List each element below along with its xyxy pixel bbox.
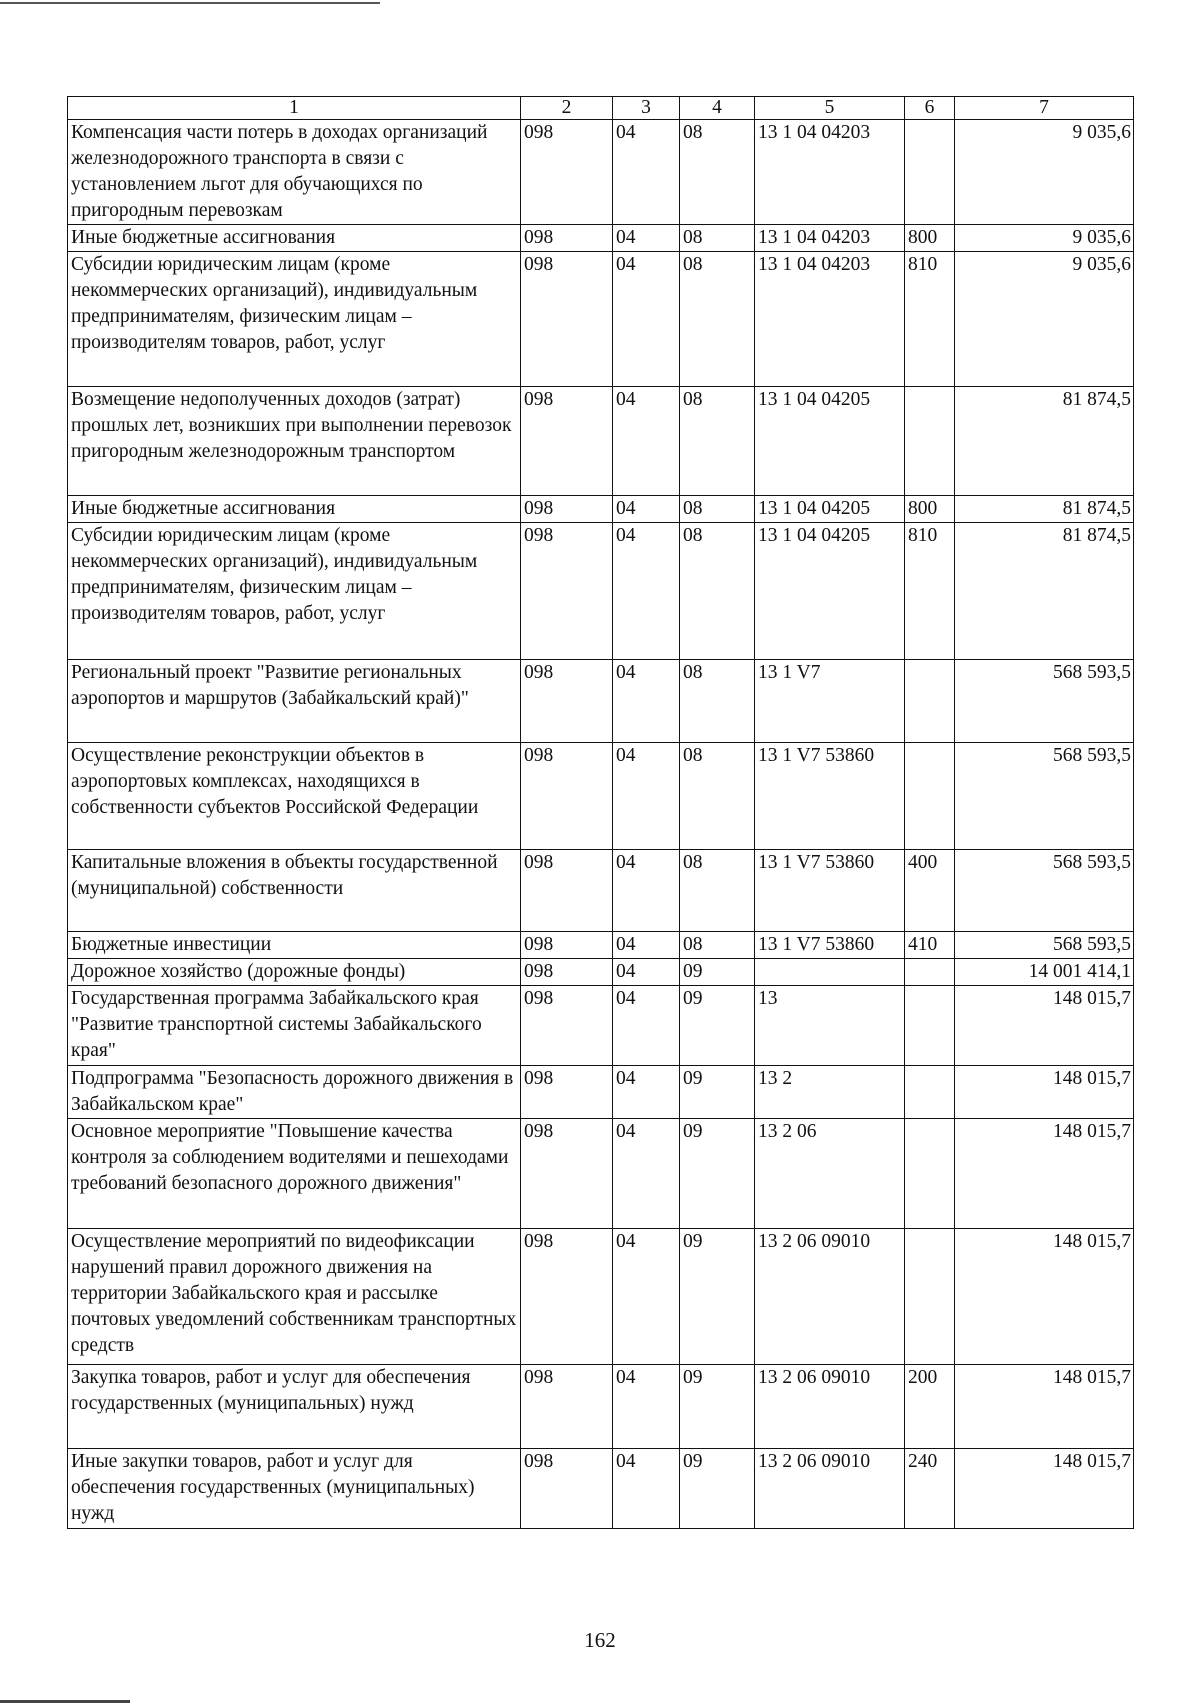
table-row [68,743,1134,850]
row-grbs: 098 [521,1365,613,1449]
row-sum: 148 015,7 [955,1229,1134,1365]
row-grbs: 098 [521,252,613,387]
table-row [68,660,1134,743]
table-row [68,1119,1134,1229]
row-pr: 08 [680,496,755,523]
row-name: Иные бюджетные ассигнования [68,225,521,252]
row-pr: 08 [680,850,755,932]
row-name: Подпрограмма "Безопасность дорожного движения в Забайкальском крае" [68,1066,521,1119]
row-csr: 13 2 06 09010 [755,1365,905,1449]
row-sum: 568 593,5 [955,743,1134,850]
row-csr: 13 1 04 04205 [755,496,905,523]
row-grbs: 098 [521,850,613,932]
row-name: Компенсация части потерь в доходах организаций железнодорожного транспорта в связи с установлением льгот для обучающихся по пригородным перевозкам [68,120,521,225]
row-grbs: 098 [521,1119,613,1229]
table-row [68,252,1134,387]
row-csr: 13 1 V7 53860 [755,850,905,932]
row-rz: 04 [613,120,680,225]
header-cell: 4 [680,97,755,120]
row-vr [905,660,955,743]
header-cell: 6 [905,97,955,120]
table-row [68,986,1134,1066]
row-grbs: 098 [521,743,613,850]
row-rz: 04 [613,1119,680,1229]
scan-edge-bottom [0,1700,130,1703]
row-vr: 800 [905,225,955,252]
budget-table [67,96,1134,1529]
row-grbs: 098 [521,387,613,496]
row-pr: 08 [680,225,755,252]
table-row [68,850,1134,932]
row-vr: 800 [905,496,955,523]
row-pr: 08 [680,660,755,743]
row-pr: 09 [680,1066,755,1119]
row-grbs: 098 [521,523,613,660]
row-csr: 13 2 06 [755,1119,905,1229]
header-cell: 3 [613,97,680,120]
row-vr: 810 [905,252,955,387]
row-sum: 9 035,6 [955,120,1134,225]
row-vr: 400 [905,850,955,932]
row-csr: 13 1 04 04205 [755,523,905,660]
row-vr: 200 [905,1365,955,1449]
row-csr: 13 1 04 04203 [755,252,905,387]
row-sum: 148 015,7 [955,1449,1134,1529]
row-grbs: 098 [521,120,613,225]
row-pr: 09 [680,1365,755,1449]
row-pr: 08 [680,252,755,387]
row-grbs: 098 [521,959,613,986]
header-cell: 2 [521,97,613,120]
row-rz: 04 [613,932,680,959]
row-pr: 08 [680,387,755,496]
table-row [68,1365,1134,1449]
row-csr: 13 1 V7 [755,660,905,743]
row-pr: 08 [680,523,755,660]
row-pr: 09 [680,986,755,1066]
row-name: Дорожное хозяйство (дорожные фонды) [68,959,521,986]
header-cell: 7 [955,97,1134,120]
row-vr [905,120,955,225]
row-csr: 13 [755,986,905,1066]
row-grbs: 098 [521,660,613,743]
row-grbs: 098 [521,1449,613,1529]
row-name: Государственная программа Забайкальского края "Развитие транспортной системы Забайкальского края" [68,986,521,1066]
row-csr: 13 2 06 09010 [755,1229,905,1365]
row-name: Основное мероприятие "Повышение качества контроля за соблюдением водителями и пешеходами требований безопасного дорожного движения" [68,1119,521,1229]
row-grbs: 098 [521,225,613,252]
row-pr: 08 [680,120,755,225]
row-rz: 04 [613,496,680,523]
row-sum: 14 001 414,1 [955,959,1134,986]
table-row [68,120,1134,225]
table-row [68,496,1134,523]
row-rz: 04 [613,959,680,986]
row-name: Капитальные вложения в объекты государственной (муниципальной) собственности [68,850,521,932]
row-rz: 04 [613,225,680,252]
row-vr: 410 [905,932,955,959]
row-vr [905,387,955,496]
table-row [68,225,1134,252]
row-csr [755,959,905,986]
header-row [68,97,1134,120]
row-rz: 04 [613,523,680,660]
row-pr: 09 [680,1229,755,1365]
row-grbs: 098 [521,932,613,959]
row-vr [905,986,955,1066]
row-grbs: 098 [521,1229,613,1365]
row-sum: 568 593,5 [955,660,1134,743]
row-pr: 09 [680,1449,755,1529]
row-rz: 04 [613,252,680,387]
row-csr: 13 1 V7 53860 [755,932,905,959]
table-row [68,1229,1134,1365]
table-row [68,387,1134,496]
row-rz: 04 [613,1449,680,1529]
row-name: Осуществление реконструкции объектов в аэропортовых комплексах, находящихся в собственности субъектов Российской Федерации [68,743,521,850]
table-row [68,523,1134,660]
row-sum: 148 015,7 [955,986,1134,1066]
row-rz: 04 [613,660,680,743]
row-rz: 04 [613,850,680,932]
row-rz: 04 [613,986,680,1066]
row-rz: 04 [613,1066,680,1119]
row-vr [905,1119,955,1229]
header-cell: 1 [68,97,521,120]
row-sum: 568 593,5 [955,850,1134,932]
row-name: Региональный проект "Развитие региональных аэропортов и маршрутов (Забайкальский край)" [68,660,521,743]
row-csr: 13 1 04 04205 [755,387,905,496]
row-sum: 81 874,5 [955,387,1134,496]
row-grbs: 098 [521,986,613,1066]
row-csr: 13 1 V7 53860 [755,743,905,850]
row-rz: 04 [613,1365,680,1449]
table-row [68,1449,1134,1529]
row-csr: 13 1 04 04203 [755,120,905,225]
row-name: Возмещение недополученных доходов (затрат) прошлых лет, возникших при выполнении перевозок пригородным железнодорожным транспортом [68,387,521,496]
row-rz: 04 [613,743,680,850]
row-name: Закупка товаров, работ и услуг для обеспечения государственных (муниципальных) нужд [68,1365,521,1449]
row-sum: 568 593,5 [955,932,1134,959]
row-sum: 148 015,7 [955,1066,1134,1119]
row-vr [905,1066,955,1119]
table-row [68,959,1134,986]
row-pr: 09 [680,1119,755,1229]
row-sum: 148 015,7 [955,1119,1134,1229]
row-grbs: 098 [521,496,613,523]
row-csr: 13 1 04 04203 [755,225,905,252]
row-name: Осуществление мероприятий по видеофиксации нарушений правил дорожного движения на территории Забайкальского края и рассылке почтовых уведомлений собственникам транспортных средств [68,1229,521,1365]
row-pr: 09 [680,959,755,986]
row-rz: 04 [613,1229,680,1365]
row-csr: 13 2 [755,1066,905,1119]
table-row [68,932,1134,959]
table-row [68,1066,1134,1119]
row-sum: 81 874,5 [955,523,1134,660]
row-name: Иные бюджетные ассигнования [68,496,521,523]
row-rz: 04 [613,387,680,496]
row-sum: 9 035,6 [955,252,1134,387]
row-pr: 08 [680,932,755,959]
row-vr [905,959,955,986]
row-sum: 148 015,7 [955,1365,1134,1449]
row-sum: 9 035,6 [955,225,1134,252]
row-vr: 810 [905,523,955,660]
row-pr: 08 [680,743,755,850]
header-cell: 5 [755,97,905,120]
page-number: 162 [584,1628,616,1652]
row-grbs: 098 [521,1066,613,1119]
row-name: Иные закупки товаров, работ и услуг для обеспечения государственных (муниципальных) нужд [68,1449,521,1529]
row-csr: 13 2 06 09010 [755,1449,905,1529]
scan-edge-top [0,2,380,4]
row-vr [905,1229,955,1365]
row-name: Бюджетные инвестиции [68,932,521,959]
row-name: Субсидии юридическим лицам (кроме некоммерческих организаций), индивидуальным предпринимателям, физическим лицам – производителям товаров, работ, услуг [68,523,521,660]
row-name: Субсидии юридическим лицам (кроме некоммерческих организаций), индивидуальным предпринимателям, физическим лицам – производителям товаров, работ, услуг [68,252,521,387]
row-vr [905,743,955,850]
row-vr: 240 [905,1449,955,1529]
row-sum: 81 874,5 [955,496,1134,523]
